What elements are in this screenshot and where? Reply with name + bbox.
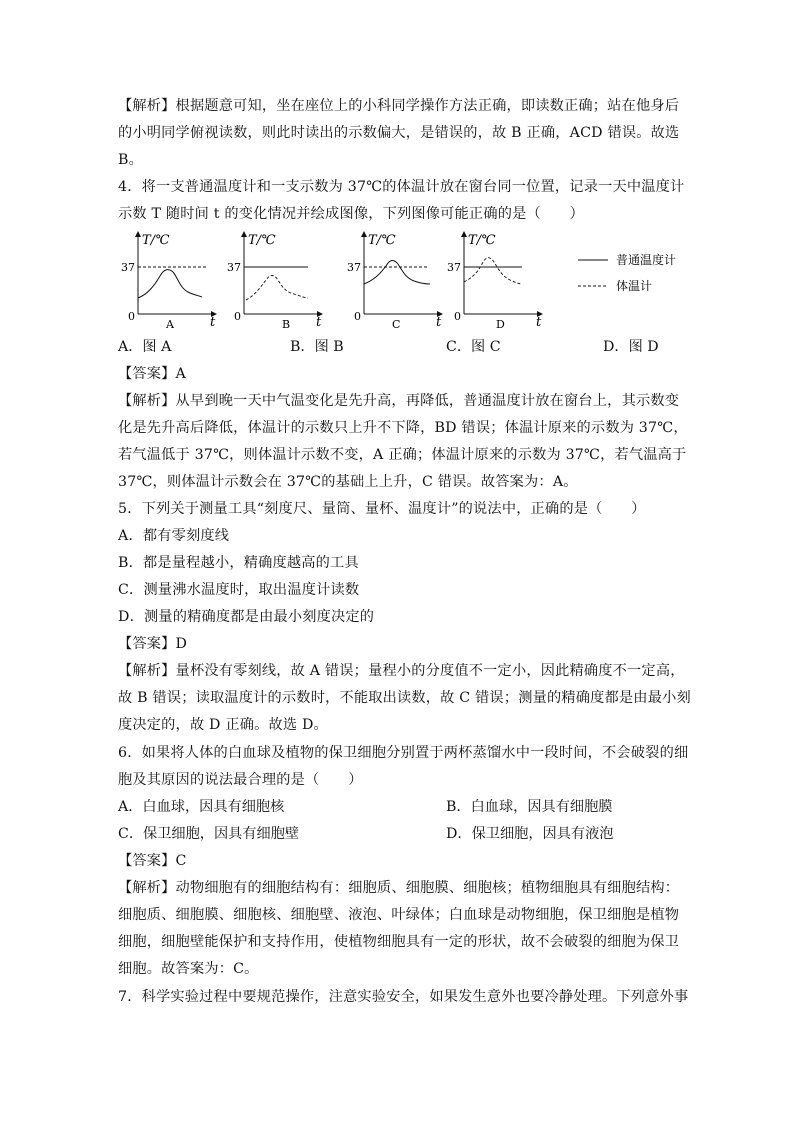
q4-answer: 【答案】A (118, 366, 186, 382)
q6-option-a: A．白血球，因具有细胞核 (118, 799, 285, 815)
graph-c-origin: 0 (354, 310, 361, 323)
graph-c-tick-37: 37 (347, 261, 361, 274)
graph-a-origin: 0 (128, 310, 135, 323)
q6-analysis-line-4: 细胞。故答案为：C。 (118, 961, 259, 977)
graph-a-tick-37: 37 (121, 261, 135, 274)
q6-option-d: D．保卫细胞，因具有液泡 (446, 826, 614, 842)
graph-legend (578, 252, 676, 293)
graph-b (227, 232, 322, 331)
legend-solid-label: 普通温度计 (616, 253, 677, 267)
q5-answer: 【答案】D (118, 636, 188, 652)
q5-option-d: D．测量的精确度都是由最小刻度决定的 (118, 609, 375, 625)
q3-analysis-line-1: 【解析】根据题意可知，坐在座位上的小科同学操作方法正确，即读数正确；站在他身后 (118, 98, 680, 114)
q4-option-d: D．图 D (603, 339, 659, 355)
q6-option-c: C．保卫细胞，因具有细胞壁 (118, 826, 300, 842)
q6-analysis-line-1: 【解析】动物细胞有的细胞结构有：细胞质、细胞膜、细胞核；植物细胞具有细胞结构： (118, 880, 680, 896)
graph-d-y-label: T/℃ (468, 233, 496, 248)
q4-graphs-figure (118, 226, 698, 334)
q6-answer: 【答案】C (118, 853, 187, 869)
graph-a-x-label: t (210, 315, 216, 330)
graph-c-x-label: t (436, 315, 442, 330)
q4-option-a: A．图 A (118, 339, 172, 355)
graph-c (347, 232, 442, 331)
q6-analysis-line-3: 细胞，细胞壁能保护和支持作用，使植物细胞具有一定的形状，故不会破裂的细胞为保卫 (118, 934, 680, 950)
q4-stem-line-2: 示数 T 随时间 t 的变化情况并绘成图像，下列图像可能正确的是（ ） (118, 206, 585, 222)
graph-b-y-label: T/℃ (248, 233, 276, 248)
q4-analysis-line-2: 化是先升高后降低，体温计的示数只上升不下降，BD 错误；体温计原来的示数为 37℃， (118, 420, 688, 436)
graph-b-name: B (282, 318, 291, 331)
q3-analysis-line-2: 的小明同学俯视读数，则此时读出的示数偏大，是错误的，故 B 正确，ACD 错误。故选 (118, 125, 680, 141)
graph-d (447, 232, 542, 331)
graph-d-name: D (496, 318, 505, 331)
q6-option-b: B．白血球，因具有细胞膜 (446, 799, 613, 815)
q5-option-a: A．都有零刻度线 (118, 528, 230, 544)
q6-stem-line-2: 胞及其原因的说法最合理的是（ ） (118, 772, 363, 788)
graph-d-tick-37: 37 (447, 261, 461, 274)
q6-stem-line-1: 6．如果将人体的白血球及植物的保卫细胞分别置于两杯蒸馏水中一段时间，不会破裂的细 (118, 745, 689, 761)
graph-a-y-label: T/℃ (142, 233, 170, 248)
graph-b-x-label: t (316, 315, 322, 330)
graph-a (121, 232, 216, 331)
graph-b-origin: 0 (234, 310, 241, 323)
q4-option-c: C．图 C (446, 339, 501, 355)
graph-a-name: A (166, 318, 174, 331)
q5-analysis-line-1: 【解析】量杯没有零刻线，故 A 错误；量程小的分度值不一定小，因此精确度不一定高， (118, 663, 685, 679)
q4-stem-line-1: 4．将一支普通温度计和一支示数为 37℃的体温计放在窗台同一位置，记录一天中温度计 (118, 179, 685, 195)
q5-analysis-line-2: 故 B 错误；读取温度计的示数时，不能取出读数，故 C 错误；测量的精确度都是由最小刻 (118, 690, 691, 706)
q4-analysis-line-1: 【解析】从早到晚一天中气温变化是先升高，再降低，普通温度计放在窗台上，其示数变 (118, 393, 680, 409)
graph-d-x-label: t (536, 315, 542, 330)
q5-analysis-line-3: 度决定的，故 D 正确。故选 D。 (118, 717, 328, 733)
q4-analysis-line-3: 若气温低于 37℃，则体温计示数不变，A 正确；体温计原来的示数为 37℃，若气温高于 (118, 447, 687, 463)
legend-dashed-label: 体温计 (616, 279, 653, 293)
q5-stem: 5．下列关于测量工具“刻度尺、量筒、量杯、温度计”的说法中，正确的是（ ） (118, 501, 646, 517)
q5-option-b: B．都是量程越小，精确度越高的工具 (118, 555, 359, 571)
graph-b-tick-37: 37 (227, 261, 241, 274)
q5-option-c: C．测量沸水温度时，取出温度计读数 (118, 582, 360, 598)
graph-c-name: C (392, 318, 401, 331)
q4-analysis-line-4: 37℃，则体温计示数会在 37℃的基础上上升，C 错误。故答案为：A。 (118, 474, 578, 490)
graph-d-origin: 0 (454, 310, 461, 323)
graph-c-y-label: T/℃ (368, 233, 396, 248)
q6-analysis-line-2: 细胞质、细胞膜、细胞核、细胞壁、液泡、叶绿体；白血球是动物细胞，保卫细胞是植物 (118, 907, 680, 923)
q4-option-b: B．图 B (290, 339, 344, 355)
q7-stem: 7．科学实验过程中要规范操作，注意实验安全，如果发生意外也要冷静处理。下列意外事 (118, 989, 689, 1005)
q3-analysis-line-3: B。 (118, 152, 144, 168)
